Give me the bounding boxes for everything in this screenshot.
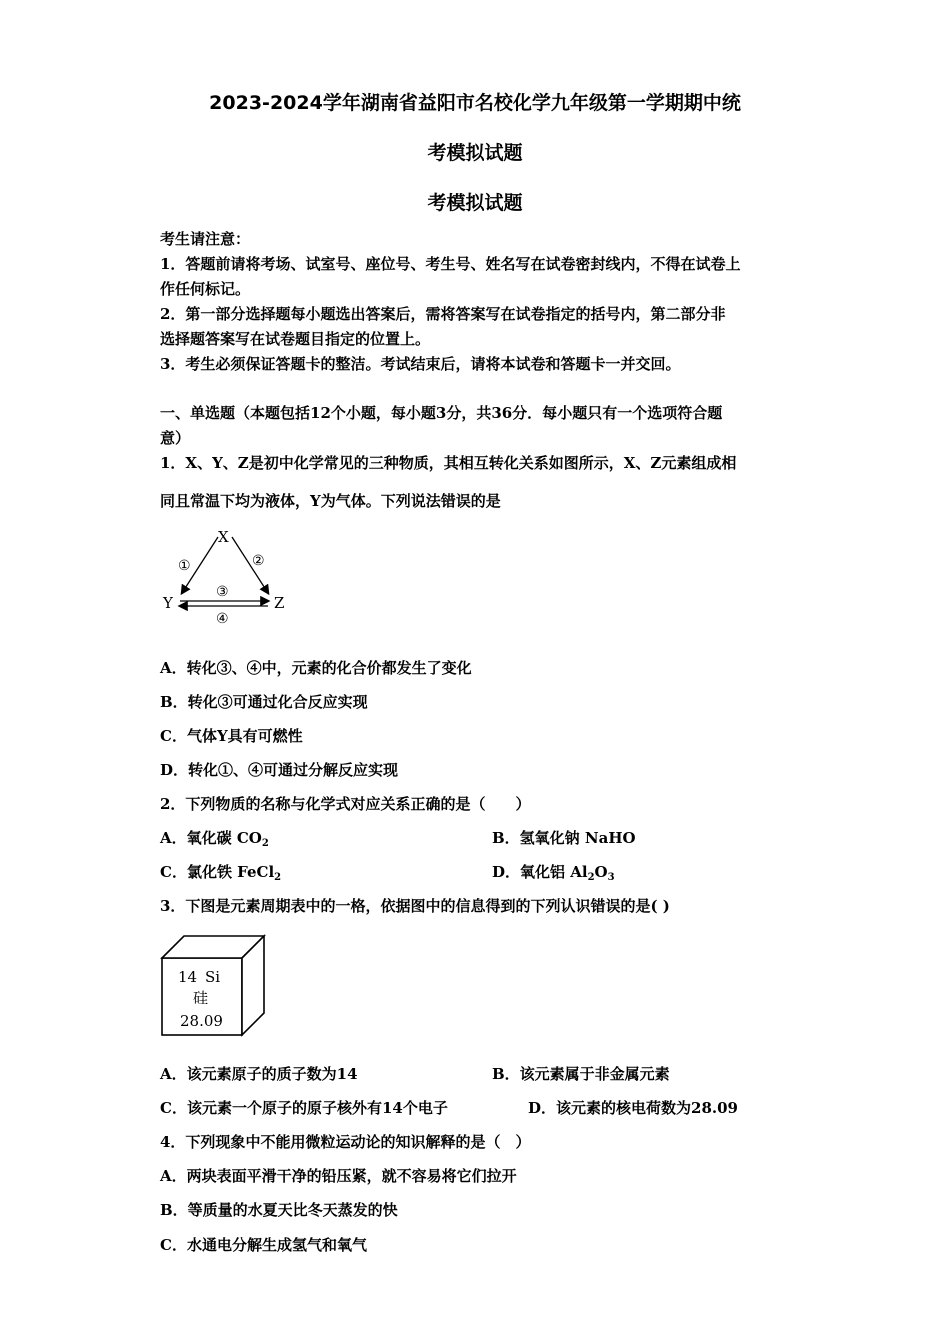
q3-element-name: 硅 [193, 989, 209, 1007]
q3-element-symbol: Si [205, 968, 221, 986]
notice-item-2-cont: 选择题答案写在试卷题目指定的位置上。 [160, 330, 431, 348]
q1-option-c: C．气体Y具有可燃性 [160, 727, 303, 745]
q2-option-c: C．氯化铁 FeCl$_2$ [160, 863, 282, 883]
notice-item-1-cont: 作任何标记。 [160, 280, 251, 298]
notice-item-3: 3．考生必须保证答题卡的整洁。考试结束后，请将本试卷和答题卡一并交回。 [160, 355, 681, 373]
q1-option-a: A．转化③、④中，元素的化合价都发生了变化 [160, 659, 472, 677]
notice-heading: 考生请注意： [160, 230, 251, 248]
q2-stem: 2．下列物质的名称与化学式对应关系正确的是（ ） [160, 795, 531, 813]
q4-stem: 4．下列现象中不能用微粒运动论的知识解释的是（ ） [160, 1133, 531, 1151]
notice-item-1: 1．答题前请将考场、试室号、座位号、考生号、姓名写在试卷密封线内，不得在试卷上 [160, 255, 741, 273]
notice-item-2: 2．第一部分选择题每小题选出答案后，需将答案写在试卷指定的括号内，第二部分非 [160, 305, 726, 323]
q3-atomic-mass: 28.09 [180, 1012, 223, 1030]
q1-node-y: Y [163, 594, 173, 612]
q1-triangle-diagram [160, 525, 295, 630]
q1-label-2: ② [252, 553, 265, 569]
q4-option-b: B．等质量的水夏天比冬天蒸发的快 [160, 1201, 398, 1219]
q3-option-d: D．该元素的核电荷数为28.09 [528, 1099, 738, 1117]
q2-option-a: A．氧化碳 $CO_2$ [160, 829, 269, 849]
q1-option-b: B．转化③可通过化合反应实现 [160, 693, 368, 711]
q1-node-z: Z [274, 594, 285, 612]
q1-label-4: ④ [216, 611, 229, 627]
q3-periodic-cell [158, 933, 270, 1039]
q1-label-1: ① [178, 558, 191, 574]
q1-label-3: ③ [216, 584, 229, 600]
page-subtitle: 考模拟试题 [427, 192, 523, 214]
section-heading: 一、单选题（本题包括12个小题，每小题3分，共36分．每小题只有一个选项符合题 [160, 404, 723, 422]
page-title: 2023-2024学年湖南省益阳市名校化学九年级第一学期期中统 [209, 92, 741, 114]
q3-option-b: B．该元素属于非金属元素 [492, 1065, 670, 1083]
section-heading-cont: 意） [160, 429, 191, 447]
q3-option-c: C．该元素一个原子的原子核外有14个电子 [160, 1099, 448, 1117]
q2-option-b: B．氢氧化钠 NaHO [492, 829, 636, 847]
q2-option-d: D．氧化铝 $Al_2O_3$ [492, 863, 615, 883]
q3-stem: 3．下图是元素周期表中的一格，依据图中的信息得到的下列认识错误的是( ) [160, 897, 670, 915]
page-title-line2: 考模拟试题 [427, 142, 523, 164]
q3-atomic-number: 14 [178, 968, 198, 986]
q3-option-a: A．该元素原子的质子数为14 [160, 1065, 358, 1083]
q1-node-x: X [218, 528, 229, 546]
q4-option-c: C．水通电分解生成氢气和氧气 [160, 1236, 367, 1254]
q1-stem: 1．X、Y、Z是初中化学常见的三种物质，其相互转化关系如图所示，X、Z元素组成相 [160, 454, 737, 472]
q1-option-d: D．转化①、④可通过分解反应实现 [160, 761, 399, 779]
q4-option-a: A．两块表面平滑干净的铅压紧，就不容易将它们拉开 [160, 1167, 517, 1185]
q1-stem-cont: 同且常温下均为液体，Y为气体。下列说法错误的是 [160, 492, 501, 510]
